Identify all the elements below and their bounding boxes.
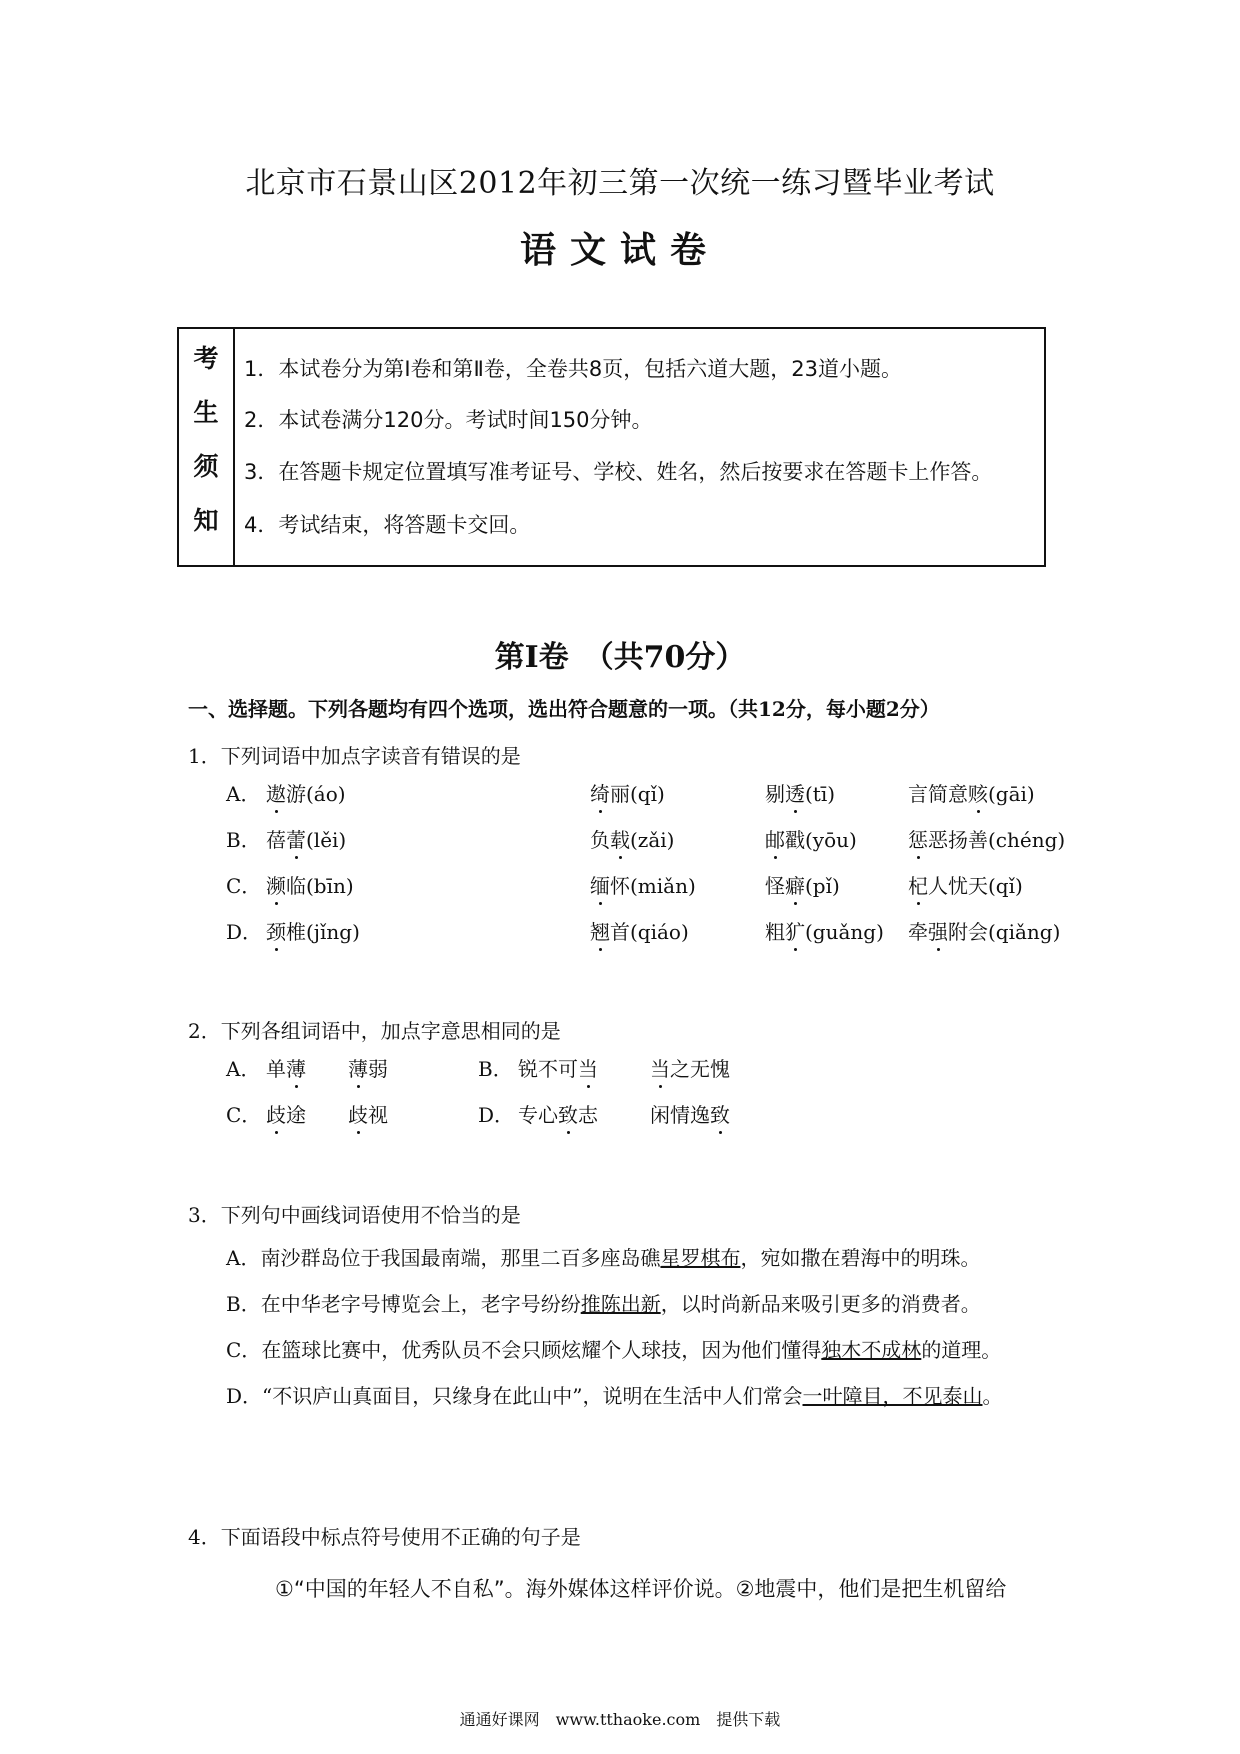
dotted-char: 致	[558, 1103, 578, 1127]
option-text: 在篮球比赛中，优秀队员不会只顾炫耀个人球技，因为他们懂得	[261, 1338, 822, 1362]
notice-side-label	[179, 329, 235, 565]
section-title: 第Ⅰ卷 （共70分）	[494, 640, 746, 675]
q3-option	[226, 1242, 980, 1271]
word-text: 戳(yōu)	[785, 828, 857, 852]
option-text: ，宛如撒在碧海中的明珠。	[740, 1246, 981, 1270]
word-text: 人忧天(qǐ)	[928, 874, 1023, 898]
word-text: (tī)	[805, 782, 836, 806]
option-text: ，以时尚新品来吸引更多的消费者。	[660, 1292, 981, 1316]
q1-option-word	[765, 824, 857, 853]
dotted-char: 当	[650, 1057, 670, 1081]
dotted-char: 透	[785, 782, 805, 806]
option-label: C．	[226, 1103, 262, 1127]
q2-option-word	[348, 1099, 388, 1128]
option-text: “不识庐山真面目，只缘身在此山中”，说明在生活中人们常会	[262, 1384, 803, 1408]
q2-option-word	[650, 1099, 730, 1128]
q4-stem: 4．下面语段中标点符号使用不正确的句子是	[188, 1525, 581, 1549]
word-text: 首(qiáo)	[610, 920, 689, 944]
option-label: D．	[226, 1384, 263, 1408]
dotted-char: 翘	[590, 920, 610, 944]
option-label: A．	[226, 1246, 261, 1270]
q3-stem: 3．下列句中画线词语使用不恰当的是	[188, 1203, 521, 1227]
dotted-char: 薄	[348, 1057, 368, 1081]
q1-option-word	[590, 824, 674, 853]
word-text: 志	[578, 1103, 598, 1127]
word-text: (guǎng)	[805, 920, 884, 944]
q2-option-word	[266, 1053, 306, 1082]
notice-side-char: 须	[193, 452, 219, 481]
word-text: 附会(qiǎng)	[948, 920, 1061, 944]
q3-option	[226, 1334, 1001, 1363]
option-text: 。	[982, 1384, 1003, 1408]
word-text: 恶扬善(chéng)	[928, 828, 1066, 852]
underlined-phrase: 独木不成林	[821, 1338, 922, 1362]
part1-heading: 一、选择题。下列各题均有四个选项，选出符合题意的一项。（共12分，每小题2分）	[188, 697, 940, 721]
word-text: 视	[368, 1103, 388, 1127]
dotted-char: 颈	[266, 920, 286, 944]
dotted-char: 赅	[968, 782, 988, 806]
q3-option	[226, 1288, 981, 1317]
word-text: (zǎi)	[630, 828, 675, 852]
notice-item: 2．本试卷满分120分。考试时间150分钟。	[244, 408, 653, 432]
exam-subtitle: 语文试卷	[519, 229, 720, 271]
q2-option-word	[650, 1053, 730, 1082]
dotted-char: 强	[928, 920, 948, 944]
q1-option-word	[765, 778, 835, 807]
notice-side-char: 知	[193, 506, 219, 535]
q1-option-word	[266, 824, 346, 853]
underlined-phrase: 推陈出新	[580, 1292, 661, 1316]
word-text: 负	[590, 828, 610, 852]
word-text: 闲情逸	[650, 1103, 710, 1127]
notice-item: 4．考试结束，将答题卡交回。	[244, 513, 531, 537]
option-label: C．	[226, 874, 262, 898]
option-label: C．	[226, 1338, 262, 1362]
dotted-char: 濒	[266, 874, 286, 898]
word-text: 粗	[765, 920, 785, 944]
q1-option-word	[266, 778, 346, 807]
underlined-phrase: 一叶障目，不见泰山	[802, 1384, 983, 1408]
word-text: 之无愧	[670, 1057, 730, 1081]
word-text: 言简意	[908, 782, 968, 806]
dotted-char: 当	[578, 1057, 598, 1081]
word-text: (gāi)	[988, 782, 1035, 806]
dotted-char: 惩	[908, 828, 928, 852]
q2-option-word	[266, 1099, 306, 1128]
option-text: 的道理。	[921, 1338, 1002, 1362]
word-text: (pǐ)	[805, 874, 840, 898]
dotted-char: 邮	[765, 828, 785, 852]
word-text: 专心	[518, 1103, 558, 1127]
option-label: D．	[226, 920, 263, 944]
dotted-char: 杞	[908, 874, 928, 898]
dotted-char: 绮	[590, 782, 610, 806]
q1-option-word	[765, 916, 884, 945]
underlined-phrase: 星罗棋布	[660, 1246, 741, 1270]
q1-option-word	[590, 778, 665, 807]
q1-option-word	[266, 870, 354, 899]
word-text: 单	[266, 1057, 286, 1081]
q1-option-word	[908, 778, 1035, 807]
notice-side-char: 生	[193, 398, 219, 427]
option-label: B．	[226, 1292, 261, 1316]
option-label: A．	[226, 1057, 261, 1081]
word-text: 剔	[765, 782, 785, 806]
notice-item: 3．在答题卡规定位置填写准考证号、学校、姓名，然后按要求在答题卡上作答。	[244, 460, 993, 484]
option-text: 在中华老字号博览会上，老字号纷纷	[260, 1292, 581, 1316]
q2-option-word	[518, 1099, 598, 1128]
exam-title: 北京市石景山区2012年初三第一次统一练习暨毕业考试	[245, 166, 995, 201]
q2-option-word	[348, 1053, 388, 1082]
q1-stem: 1．下列词语中加点字读音有错误的是	[188, 744, 521, 768]
dotted-char: 蕾	[286, 828, 306, 852]
word-text: 临(bīn)	[286, 874, 354, 898]
dotted-char: 薄	[286, 1057, 306, 1081]
dotted-char: 歧	[266, 1103, 286, 1127]
dotted-char: 载	[610, 828, 630, 852]
q1-option-word	[908, 824, 1065, 853]
notice-side-char: 考	[193, 344, 219, 373]
q1-option-word	[765, 870, 840, 899]
word-text: 怪	[765, 874, 785, 898]
option-label: D．	[478, 1103, 515, 1127]
q1-option-word	[908, 916, 1060, 945]
q1-option-word	[590, 916, 689, 945]
word-text: 丽(qǐ)	[610, 782, 665, 806]
option-label: B．	[478, 1057, 513, 1081]
page-footer: 通通好课网 www.tthaoke.com 提供下载	[459, 1710, 781, 1729]
q1-option-word	[266, 916, 360, 945]
dotted-char: 犷	[785, 920, 805, 944]
notice-item: 1．本试卷分为第Ⅰ卷和第Ⅱ卷，全卷共8页，包括六道大题，23道小题。	[244, 357, 902, 381]
word-text: 游(áo)	[286, 782, 346, 806]
word-text: 牵	[908, 920, 928, 944]
word-text: 途	[286, 1103, 306, 1127]
dotted-char: 遨	[266, 782, 286, 806]
word-text: 蓓	[266, 828, 286, 852]
option-text: 南沙群岛位于我国最南端，那里二百多座岛礁	[260, 1246, 661, 1270]
word-text: 弱	[368, 1057, 388, 1081]
q4-passage-line: ①“中国的年轻人不自私”。海外媒体这样评价说。②地震中，他们是把生机留给	[275, 1577, 1007, 1601]
q2-option-word	[518, 1053, 598, 1082]
word-text: 锐不可	[518, 1057, 578, 1081]
q1-option-word	[590, 870, 696, 899]
dotted-char: 致	[710, 1103, 730, 1127]
option-label: B．	[226, 828, 261, 852]
q2-stem: 2．下列各组词语中，加点字意思相同的是	[188, 1019, 561, 1043]
word-text: 怀(miǎn)	[610, 874, 696, 898]
option-label: A．	[226, 782, 261, 806]
word-text: (lěi)	[306, 828, 347, 852]
q3-option	[226, 1380, 1003, 1409]
word-text: 椎(jǐng)	[286, 920, 360, 944]
dotted-char: 歧	[348, 1103, 368, 1127]
dotted-char: 癖	[785, 874, 805, 898]
notice-box	[177, 327, 1046, 567]
q1-option-word	[908, 870, 1023, 899]
dotted-char: 缅	[590, 874, 610, 898]
